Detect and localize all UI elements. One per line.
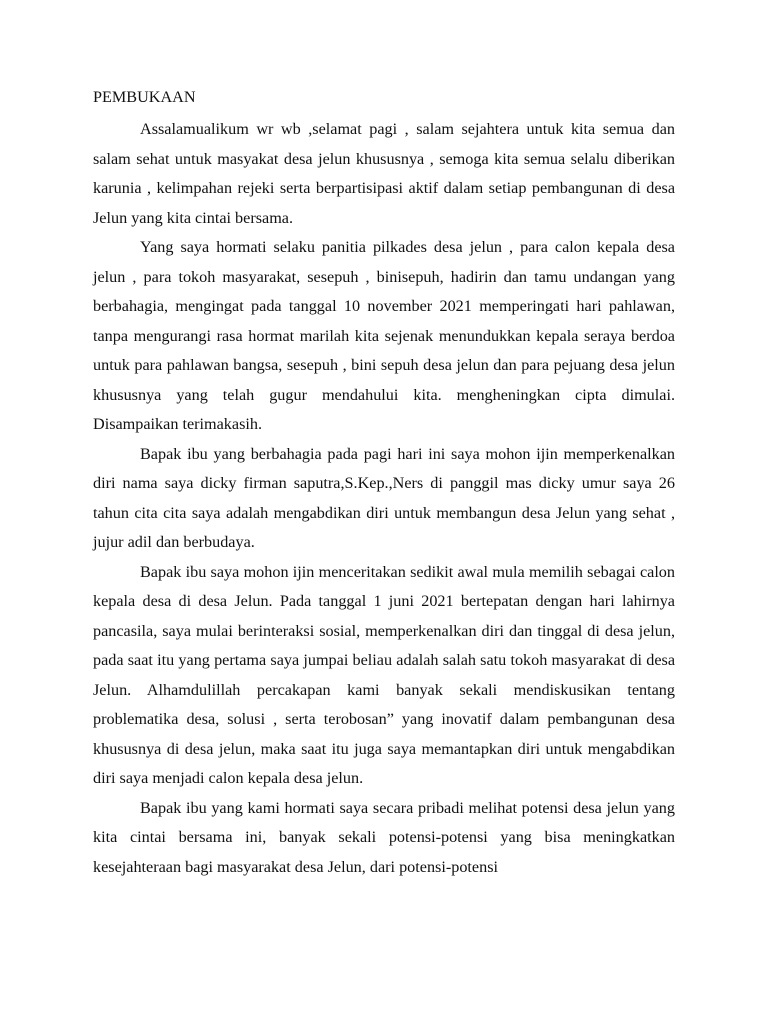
- paragraph-greeting: Assalamualikum wr wb ,selamat pagi , salam sejahtera untuk kita semua dan salam sehat untuk masyakat desa jelun khususnya , semoga kita semua selalu diberikan karunia , kelimpahan rejeki serta berpartisipasi aktif dalam setiap pembangunan di desa Jelun yang kita cintai bersama.: [93, 120, 675, 227]
- document-heading: PEMBUKAAN: [93, 88, 196, 106]
- paragraph-respects: Yang saya hormati selaku panitia pilkades desa jelun , para calon kepala desa jelun , para tokoh masyarakat, sesepuh , binisepuh, hadirin dan tamu undangan yang berbahagia, mengingat pada tanggal 10 november 2021 memperingati hari pahlawan, tanpa mengurangi rasa hormat marilah kita sejenak menundukkan kepala seraya berdoa untuk para pahlawan bangsa, sesepuh , bini sepuh desa jelun dan para pejuang desa jelun khususnya yang telah gugur mendahului kita. mengheningkan cipta dimulai. Disampaikan terimakasih.: [93, 238, 675, 433]
- paragraph-potential: Bapak ibu yang kami hormati saya secara pribadi melihat potensi desa jelun yang kita cintai bersama ini, banyak sekali potensi-potensi yang bisa meningkatkan kesejahteraan bagi masyarakat desa Jelun, dari potensi-potensi: [93, 798, 675, 876]
- paragraph-introduction: Bapak ibu yang berbahagia pada pagi hari ini saya mohon ijin memperkenalkan diri nama saya dicky firman saputra,S.Kep.,Ners di panggil mas dicky umur saya 26 tahun cita cita saya adalah mengabdikan diri untuk membangun desa Jelun yang sehat , jujur adil dan berbudaya.: [93, 444, 675, 551]
- document-body: [93, 115, 675, 882]
- paragraph-background: Bapak ibu saya mohon ijin menceritakan sedikit awal mula memilih sebagai calon kepala desa di desa Jelun. Pada tanggal 1 juni 2021 bertepatan dengan hari lahirnya pancasila, saya mulai berinteraksi sosial, memperkenalkan diri dan tinggal di desa jelun, pada saat itu yang pertama saya jumpai beliau adalah salah satu tokoh masyarakat di desa Jelun. Alhamdulillah percakapan kami banyak sekali mendiskusikan tentang problematika desa, solusi , serta terobosan” yang inovatif dalam pembangunan desa khususnya di desa jelun, maka saat itu juga saya memantapkan diri untuk mengabdikan diri saya menjadi calon kepala desa jelun.: [93, 562, 675, 787]
